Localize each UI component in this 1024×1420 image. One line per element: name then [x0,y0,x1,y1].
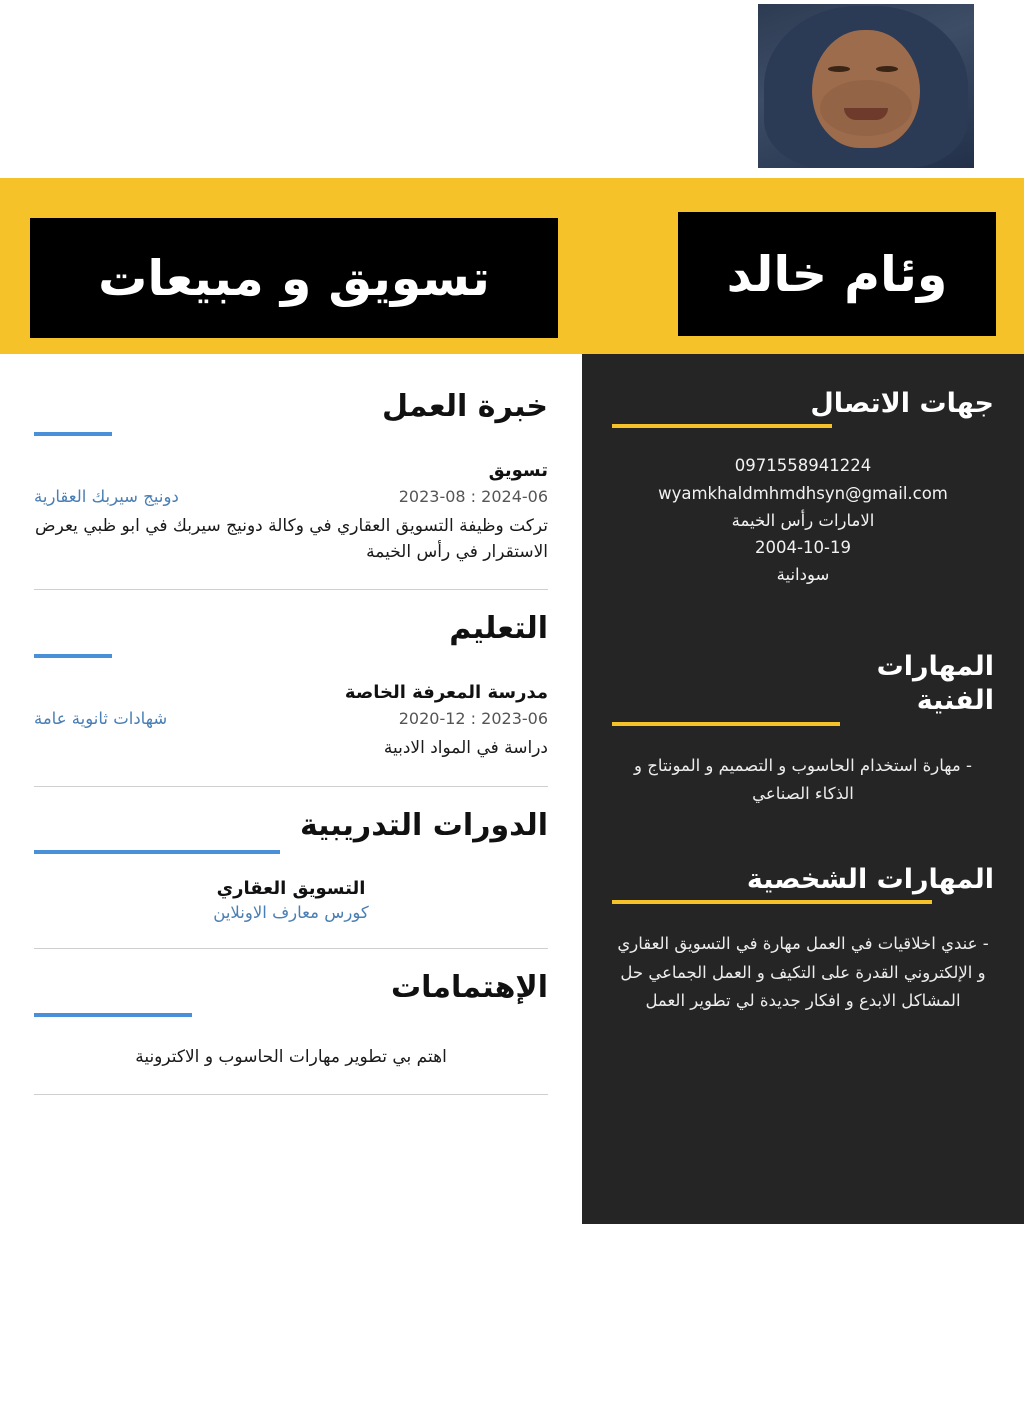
contacts-underline [612,424,832,428]
courses-underline [34,850,280,854]
interests-text: اهتم بي تطوير مهارات الحاسوب و الاكترونية [135,1046,447,1067]
experience-item-description: تركت وظيفة التسويق العقاري في وكالة دونيج سيربك في ابو ظبي يعرض الاستقرار في رأس الخيمة [35,516,548,562]
section-divider [34,1094,548,1095]
education-item-subtitle: شهادات ثانوية عامة [34,708,168,728]
technical-skills-heading-line2: الفنية [916,685,994,717]
experience-underline [34,432,112,436]
education-underline [34,654,112,658]
education-item-meta [34,707,548,730]
courses-heading: الدورات التدريبية [299,807,548,843]
experience-item-title: تسويق [488,459,548,481]
education-item-description: دراسة في المواد الادبية [383,738,548,759]
interests-heading: الإهتمامات [390,970,548,1006]
education-item-date: 2020-12 : 2023-06 [398,708,548,728]
personal-skills-heading: المهارات الشخصية [746,864,994,896]
top-white-band [0,0,1024,178]
courses-section [34,809,548,950]
courses-item-title: التسويق العقاري [216,878,366,900]
contacts-list [612,452,994,588]
section-divider [34,948,548,949]
courses-item [34,876,548,924]
technical-skills-heading [612,650,994,718]
technical-skills-heading-line1: المهارات [876,651,994,683]
eye-right-icon [876,66,898,72]
sidebar-dark-column [582,354,1024,1224]
eye-left-icon [828,66,850,72]
contact-email: wyamkhaldmhmdhsyn@gmail.com [658,483,948,503]
personal-skills-underline [612,900,932,904]
job-title: تسويق و مبيعات [98,249,490,307]
education-section [34,612,548,787]
courses-item-subtitle: كورس معارف الاونلاين [213,903,369,923]
experience-item-subtitle: دونيج سيربك العقارية [34,486,179,506]
spacer-2 [612,808,994,864]
technical-skills-underline [612,722,840,726]
contacts-heading: جهات الاتصال [810,388,994,419]
smile-icon [844,108,888,120]
experience-section [34,390,548,590]
contact-birthdate: 2004-10-19 [755,538,851,558]
experience-item-date: 2023-08 : 2024-06 [398,486,548,506]
name-plate [678,212,996,336]
personal-skills-text: - عندي اخلاقيات في العمل مهارة في التسويق العقاري و الإلكتروني القدرة على التكيف و العمل الجماعي حل المشاكل الابدع و افكار جديدة لي تطوير العمل [617,934,989,1010]
education-item [34,680,548,762]
main-light-column [0,354,582,1224]
contact-phone: 0971558941224 [734,456,872,476]
section-divider [34,786,548,787]
experience-heading: خبرة العمل [381,389,548,424]
contacts-section [612,388,994,588]
interests-underline [34,1013,192,1017]
contact-location: الامارات رأس الخيمة [731,510,875,530]
interests-section [34,971,548,1095]
section-divider [34,589,548,590]
experience-item-meta [34,485,548,508]
job-title-plate [30,218,558,338]
page-title: وئام خالد [726,245,948,303]
personal-skills-section [612,864,994,1015]
education-item-title: مدرسة المعرفة الخاصة [344,681,548,703]
avatar [758,4,974,168]
education-heading: التعليم [449,611,548,647]
spacer-1 [612,588,994,650]
technical-skills-section [612,650,994,808]
experience-item [34,458,548,566]
contact-nationality: سودانية [776,565,830,585]
technical-skills-text: - مهارة استخدام الحاسوب و التصميم و المونتاج و الذكاء الصناعي [634,755,972,804]
